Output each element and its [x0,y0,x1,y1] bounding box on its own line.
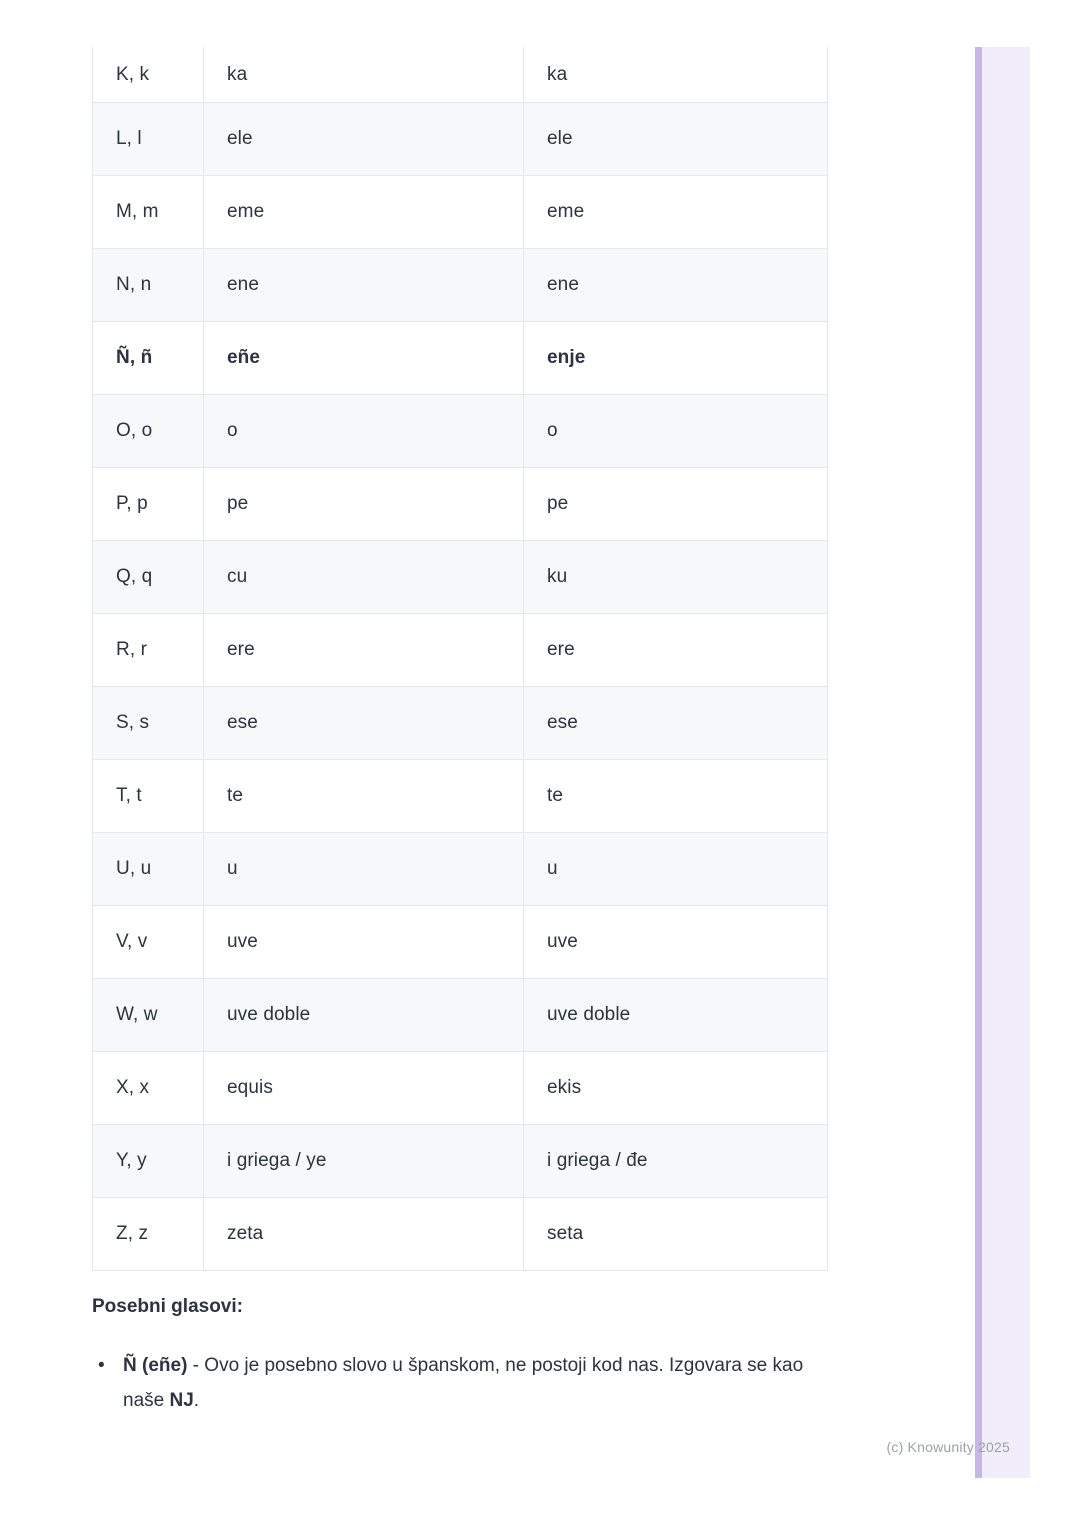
cell-name: ka [204,47,524,103]
list-item [92,1348,814,1418]
cell-pronunciation: u [524,833,828,906]
cell-letter: O, o [93,395,204,468]
cell-pronunciation: ku [524,541,828,614]
cell-letter: N, n [93,249,204,322]
table-row [93,760,828,833]
cell-letter: T, t [93,760,204,833]
cell-letter: Ñ, ñ [93,322,204,395]
cell-pronunciation: te [524,760,828,833]
table-row [93,687,828,760]
copyright-text: (c) Knowunity 2025 [886,1439,1010,1455]
table-row [93,541,828,614]
cell-pronunciation: ka [524,47,828,103]
cell-letter: M, m [93,176,204,249]
cell-pronunciation: ese [524,687,828,760]
table-row [93,906,828,979]
bullet-bold-lead: Ñ (eñe) [123,1355,188,1376]
cell-letter: R, r [93,614,204,687]
cell-pronunciation: uve [524,906,828,979]
cell-name: ene [204,249,524,322]
cell-pronunciation: ekis [524,1052,828,1125]
table-row [93,1198,828,1271]
table-row [93,979,828,1052]
cell-letter: U, u [93,833,204,906]
cell-pronunciation: eme [524,176,828,249]
cell-name: u [204,833,524,906]
cell-letter: X, x [93,1052,204,1125]
bullet-text [92,1348,814,1418]
cell-pronunciation: enje [524,322,828,395]
cell-name: cu [204,541,524,614]
alphabet-table [92,47,828,1271]
cell-name: uve doble [204,979,524,1052]
table-row [93,176,828,249]
cell-letter: S, s [93,687,204,760]
cell-name: o [204,395,524,468]
cell-letter: V, v [93,906,204,979]
cell-pronunciation: ere [524,614,828,687]
cell-pronunciation: ele [524,103,828,176]
table-row [93,1052,828,1125]
cell-pronunciation: ene [524,249,828,322]
cell-name: ere [204,614,524,687]
table-row [93,395,828,468]
cell-name: ese [204,687,524,760]
cell-pronunciation: seta [524,1198,828,1271]
cell-name: i griega / ye [204,1125,524,1198]
cell-name: ele [204,103,524,176]
bullet-body: - Ovo je posebno slovo u španskom, ne postoji kod nas. Izgovara se kao naše [123,1355,804,1411]
page-accent-bar [982,47,1030,1478]
table-row [93,103,828,176]
cell-name: eme [204,176,524,249]
cell-letter: L, l [93,103,204,176]
cell-name: eñe [204,322,524,395]
cell-letter: Y, y [93,1125,204,1198]
cell-letter: Z, z [93,1198,204,1271]
cell-pronunciation: pe [524,468,828,541]
table-row [93,614,828,687]
cell-name: pe [204,468,524,541]
cell-pronunciation: uve doble [524,979,828,1052]
section-heading: Posebni glasovi: [92,1296,243,1317]
table-row [93,833,828,906]
cell-pronunciation: o [524,395,828,468]
table-row [93,1125,828,1198]
table-row [93,47,828,103]
bullet-marker: • [98,1355,105,1376]
cell-name: uve [204,906,524,979]
bullet-bold-tail: NJ [169,1390,194,1411]
cell-name: te [204,760,524,833]
cell-pronunciation: i griega / đe [524,1125,828,1198]
cell-letter: Q, q [93,541,204,614]
cell-letter: W, w [93,979,204,1052]
cell-name: zeta [204,1198,524,1271]
cell-letter: P, p [93,468,204,541]
bullet-period: . [193,1390,200,1411]
cell-letter: K, k [93,47,204,103]
cell-name: equis [204,1052,524,1125]
table-row [93,468,828,541]
page-accent-strip [975,47,982,1478]
table-row [93,322,828,395]
table-row [93,249,828,322]
